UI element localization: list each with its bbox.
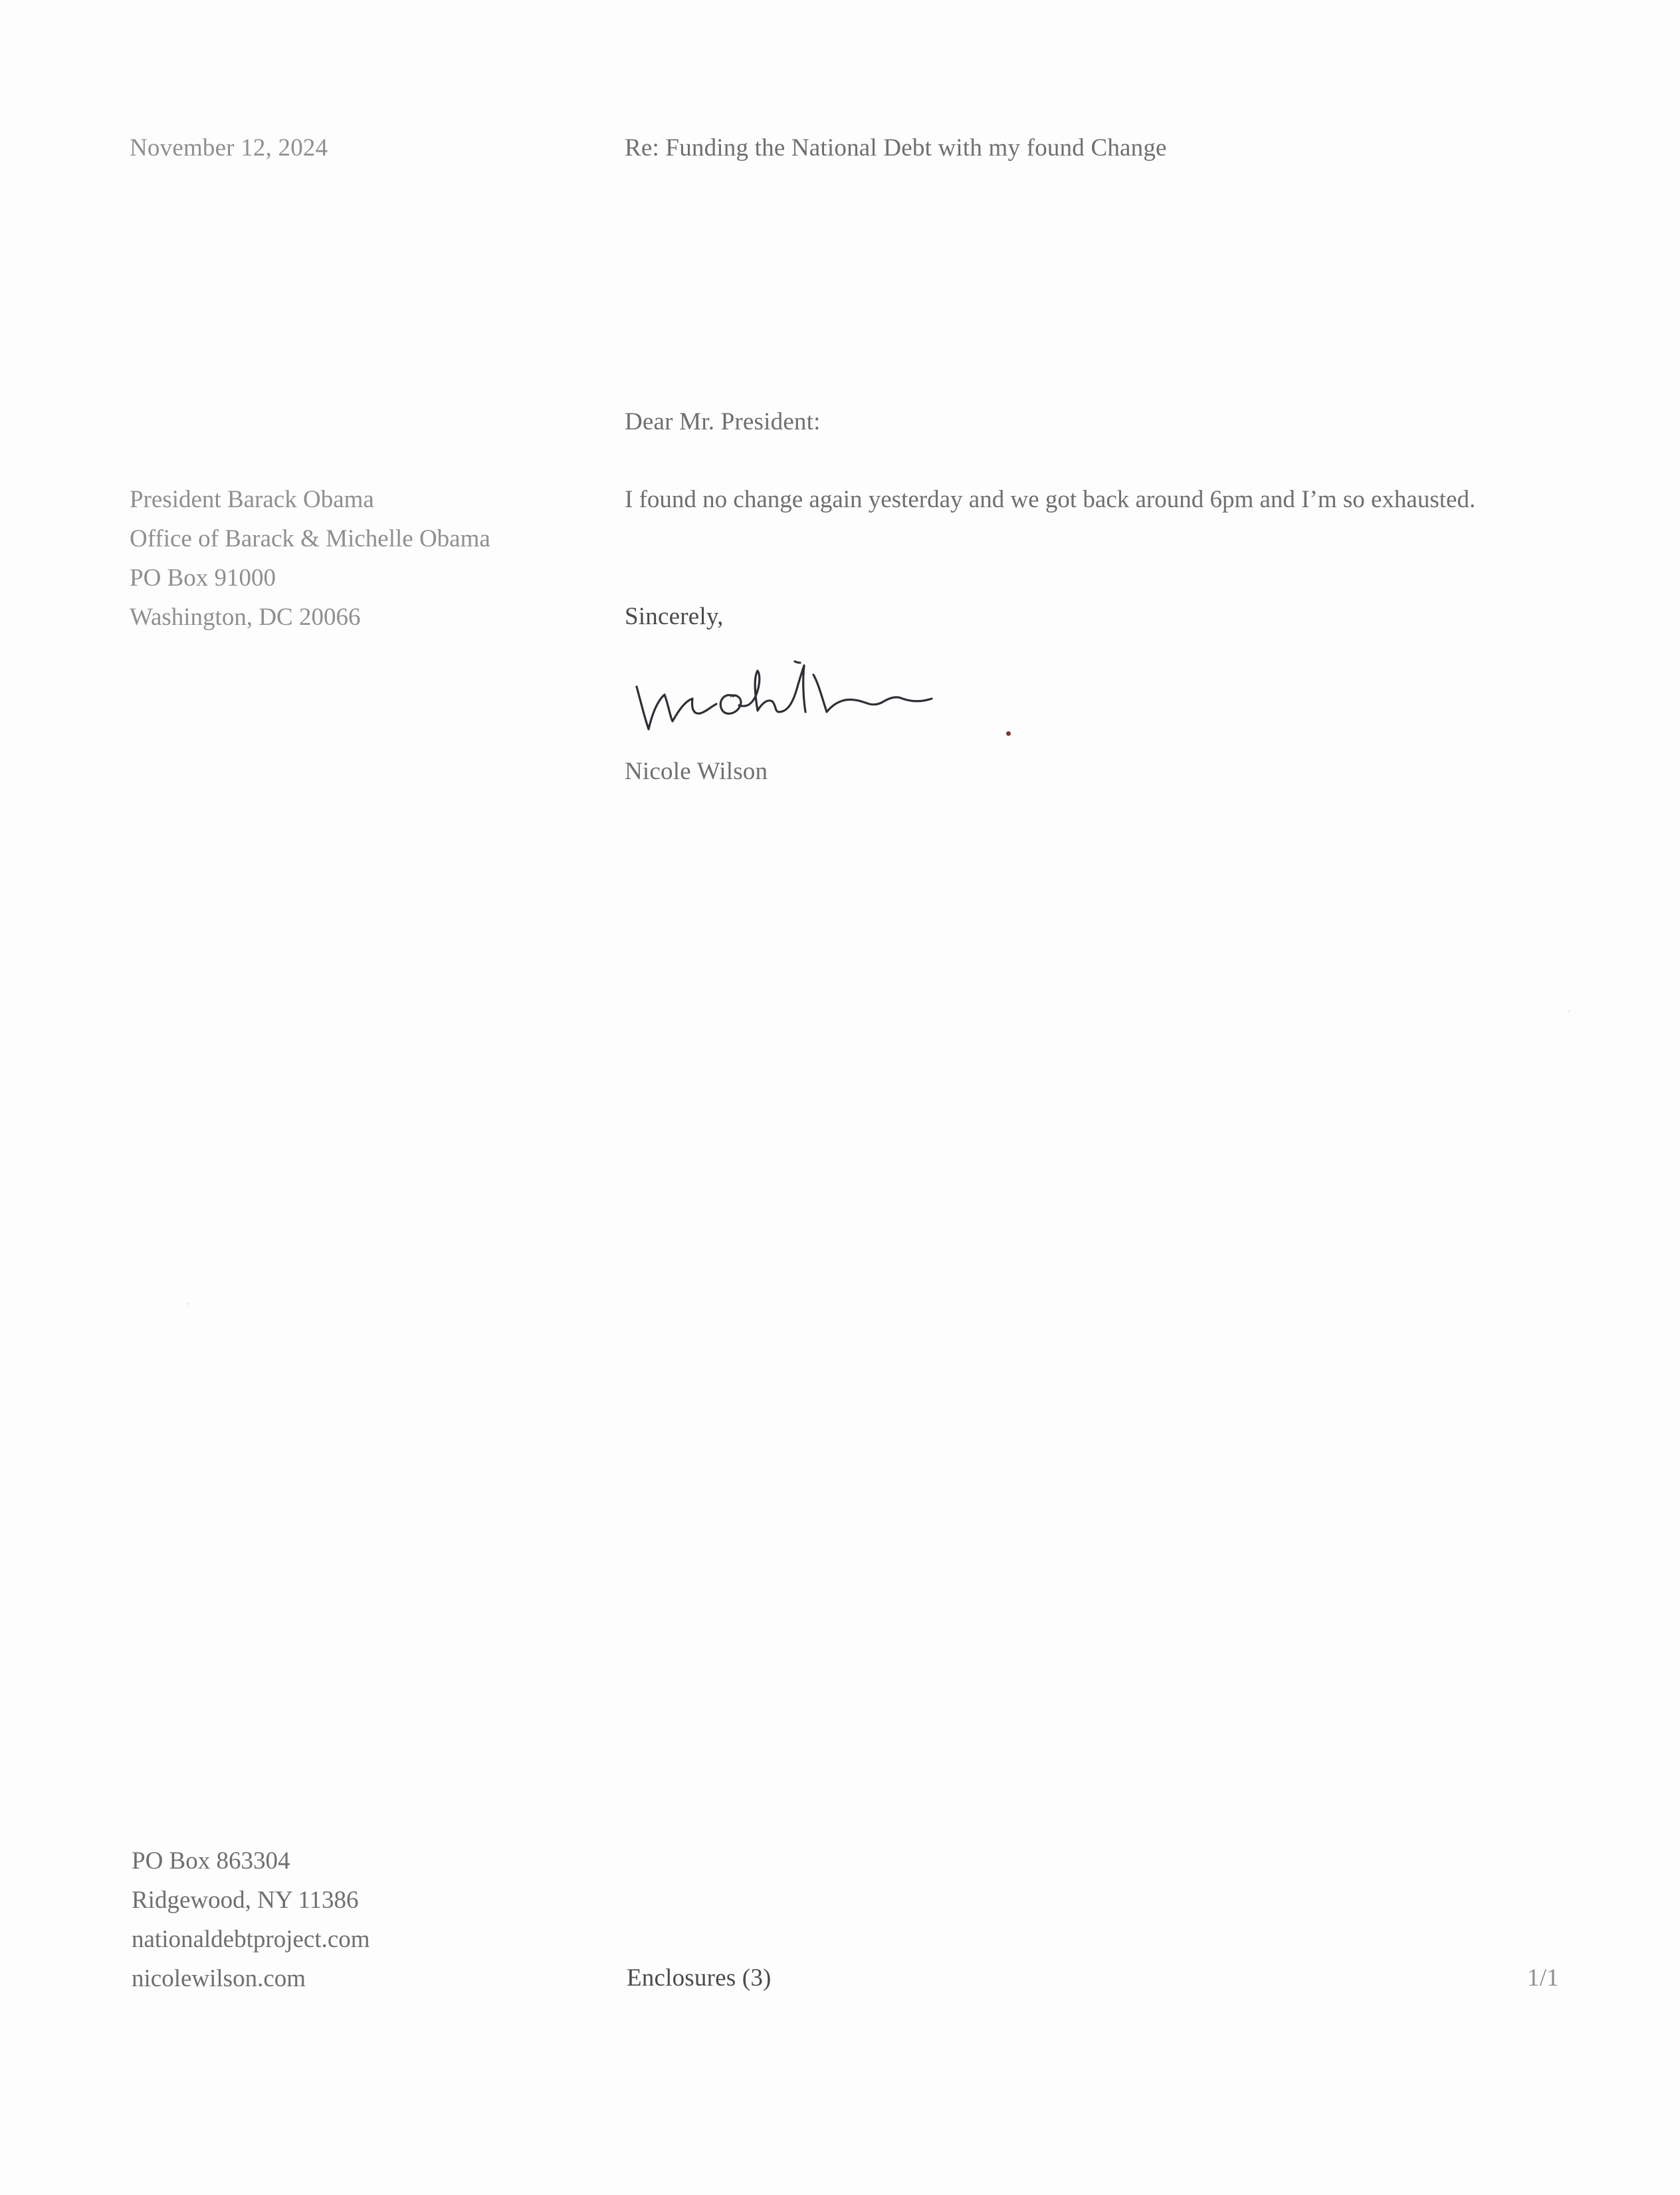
letter-date: November 12, 2024: [130, 134, 328, 162]
letter-body: I found no change again yesterday and we got back around 6pm and I’m so exhausted.: [625, 486, 1476, 513]
ink-speck: [1006, 731, 1011, 736]
sender-website: nicolewilson.com: [132, 1965, 306, 1992]
paper-speck: [186, 1303, 188, 1305]
closing: Sincerely,: [625, 603, 724, 630]
page-number: 1/1: [1527, 1964, 1559, 1992]
sender-line: Ridgewood, NY 11386: [132, 1887, 359, 1914]
sender-line: PO Box 863304: [132, 1847, 290, 1875]
recipient-address: [130, 480, 490, 637]
paper-speck: [1568, 1010, 1570, 1012]
signer-name: Nicole Wilson: [625, 758, 768, 785]
recipient-line: President Barack Obama: [130, 486, 374, 513]
recipient-line: PO Box 91000: [130, 564, 276, 592]
enclosures-note: Enclosures (3): [627, 1964, 772, 1992]
salutation: Dear Mr. President:: [625, 408, 821, 435]
recipient-line: Office of Barack & Michelle Obama: [130, 525, 490, 552]
handwritten-signature: [625, 648, 970, 748]
letter-subject: Re: Funding the National Debt with my found Change: [625, 134, 1167, 162]
sender-address: [132, 1841, 370, 1998]
recipient-line: Washington, DC 20066: [130, 604, 361, 631]
sender-website: nationaldebtproject.com: [132, 1926, 370, 1953]
